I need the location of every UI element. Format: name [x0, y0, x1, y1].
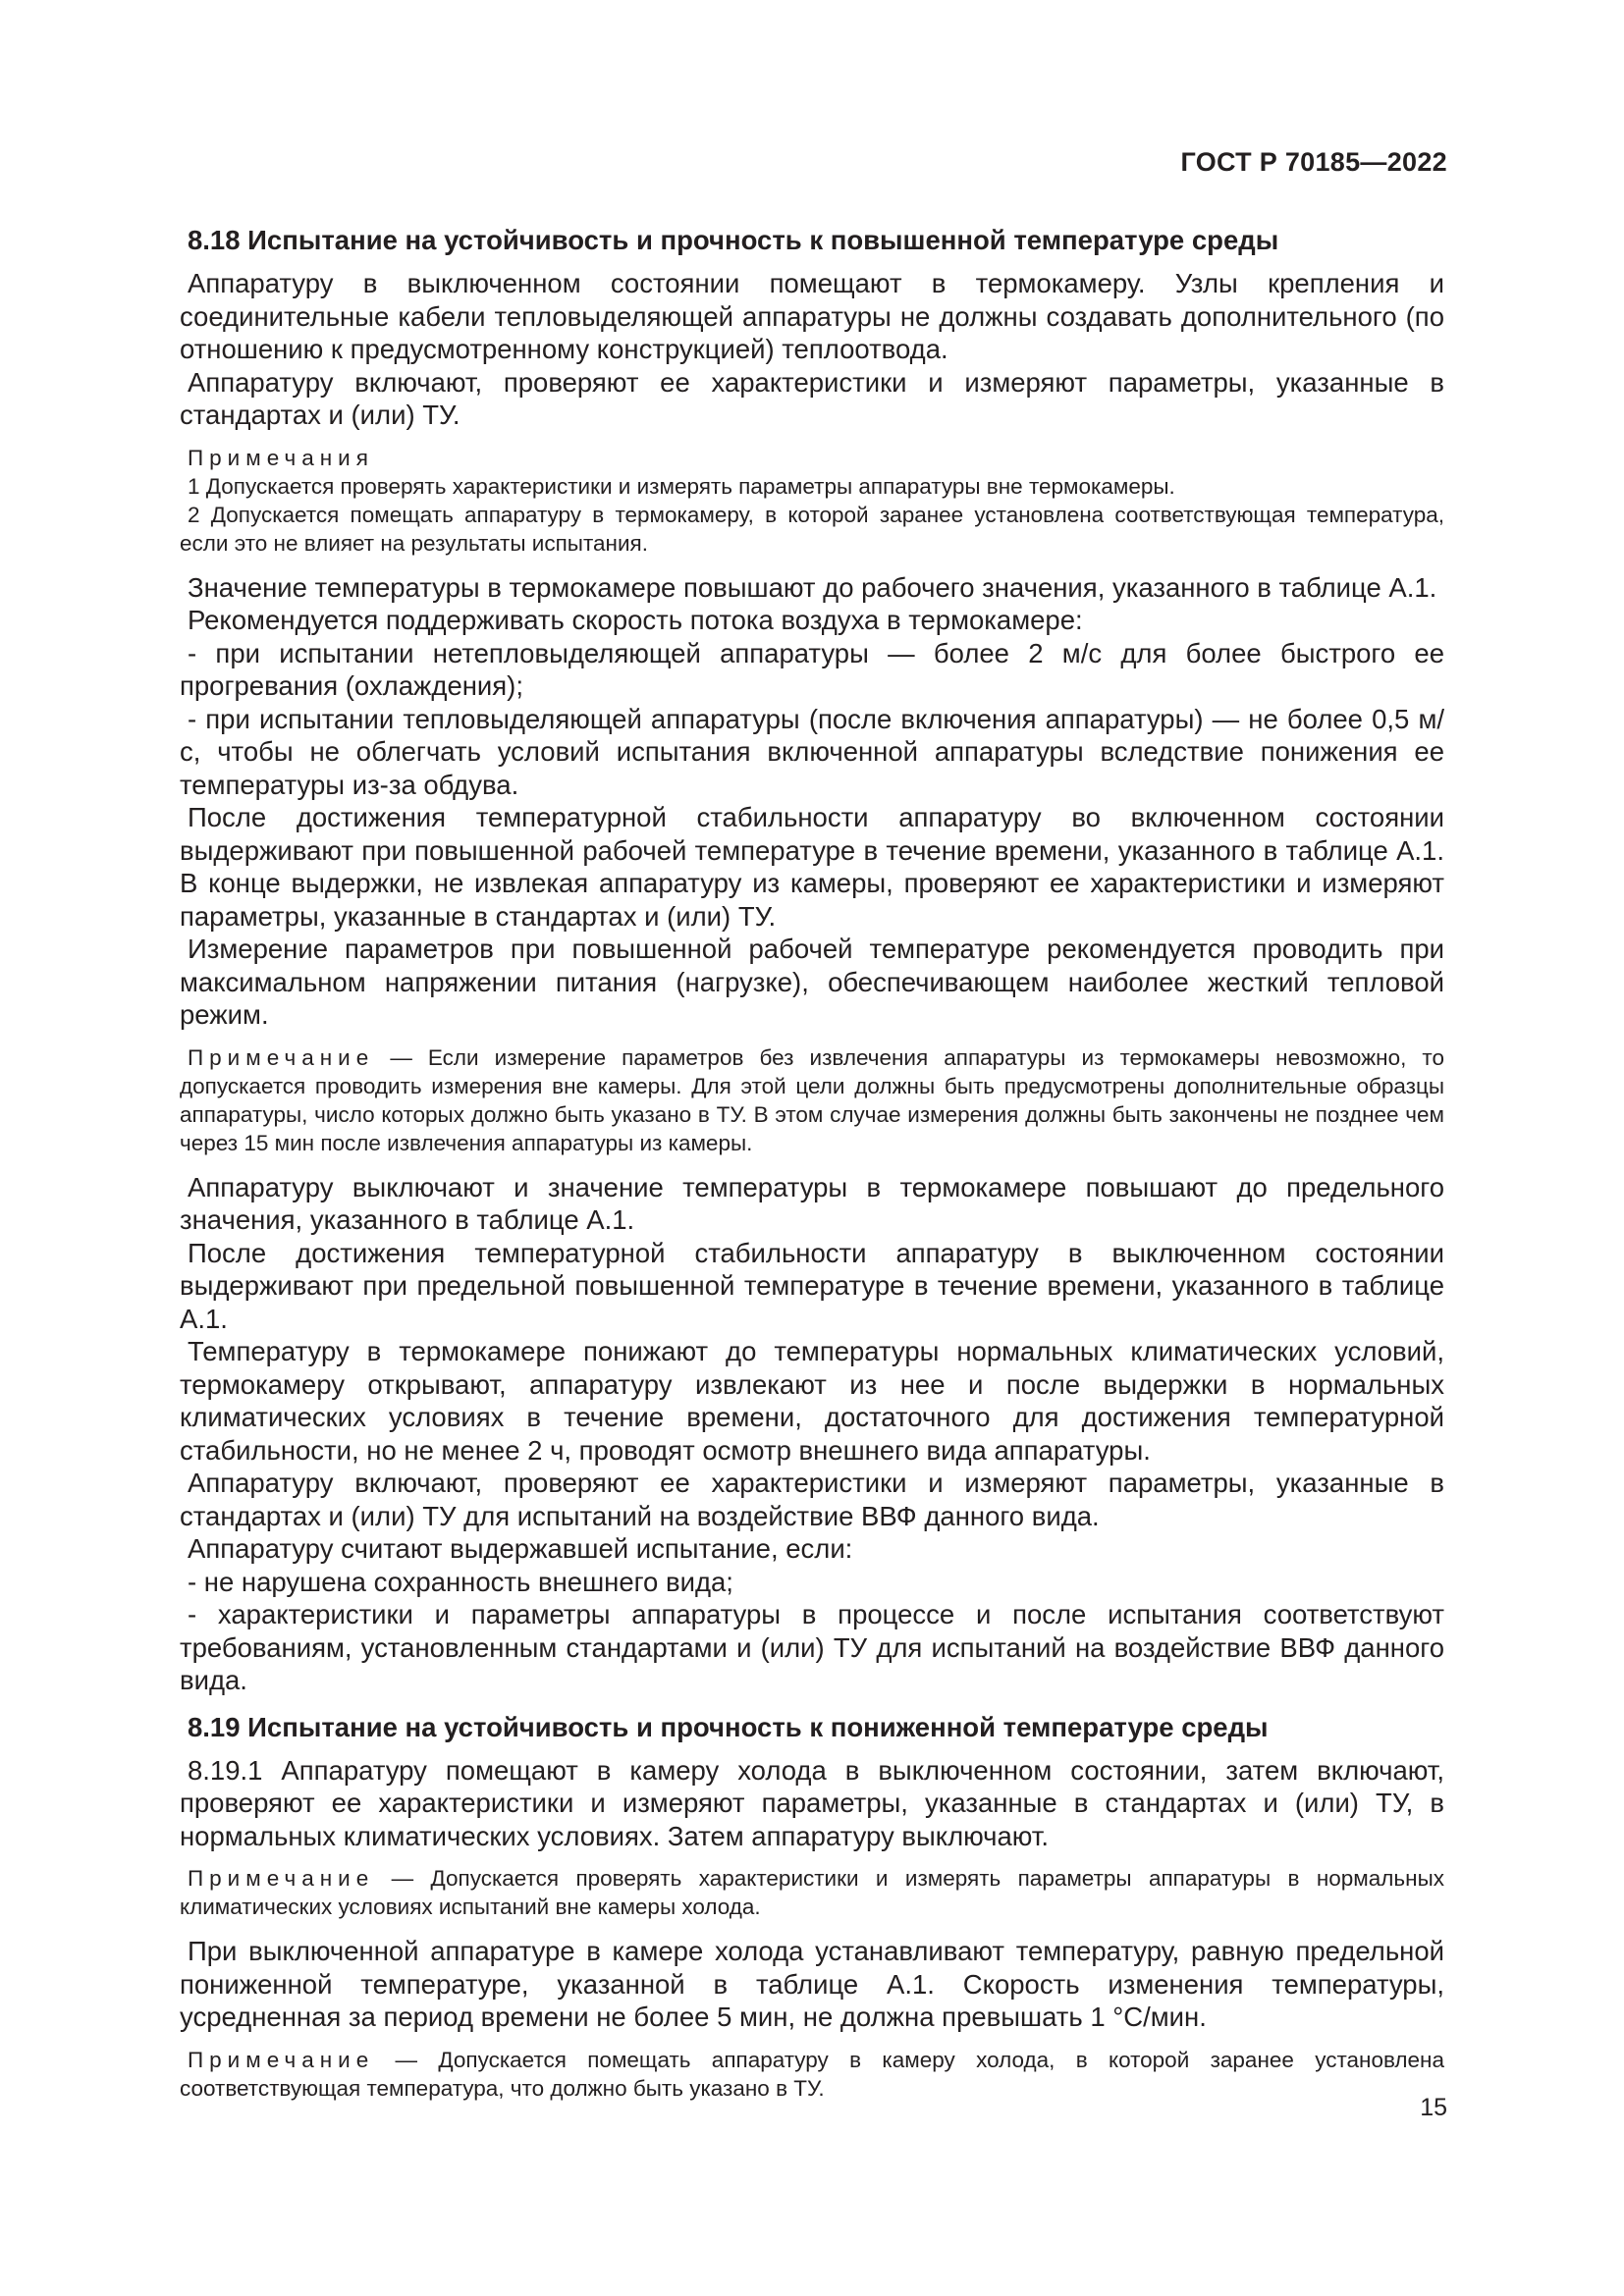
notes-heading: Примечания: [188, 445, 374, 470]
list-item: - при испытании тепловыделяющей аппаратуры (после включения аппаратуры) — не более 0,5 м/с, чтобы не облегчать условий испытания включенной аппаратуры вследствие понижения ее температуры из-за обдува.: [180, 703, 1444, 800]
page-content: [180, 224, 1444, 2116]
note-text: — Если измерение параметров без извлечения аппаратуры из термокамеры невозможно, то допускается проводить измерения вне камеры. Для этой цели должны быть предусмотрены дополнительные образцы аппаратуры, число которых должно быть указано в ТУ. В этом случае измерения должны быть закончены не позднее чем через 15 мин после извлечения аппаратуры из камеры.: [180, 1044, 1444, 1155]
paragraph: Рекомендуется поддерживать скорость потока воздуха в термокамере:: [188, 605, 1083, 635]
note-block: [180, 2046, 1444, 2103]
paragraph: Аппаратуру включают, проверяют ее характеристики и измеряют параметры, указанные в стандартах и (или) ТУ для испытаний на воздействие ВВФ данного вида.: [180, 1468, 1444, 1531]
note-block: [180, 1864, 1444, 1921]
note-block: [180, 1043, 1444, 1157]
paragraph: При выключенной аппаратуре в камере холода устанавливают температуру, равную предельной пониженной температуре, указанной в таблице А.1. Скорость изменения температуры, усредненная за период времени не более 5 мин, не должна превышать 1 °С/мин.: [180, 1936, 1444, 2032]
note-item: 2 Допускается помещать аппаратуру в термокамеру, в которой заранее установлена соответствующая температура, если это не влияет на результаты испытания.: [180, 502, 1444, 556]
notes-block: [180, 444, 1444, 558]
paragraph: 8.19.1 Аппаратуру помещают в камеру холода в выключенном состоянии, затем включают, проверяют ее характеристики и измеряют параметры, указанные в стандартах и (или) ТУ, в нормальных климатических условиях. Затем аппаратуру выключают.: [180, 1754, 1444, 1851]
note-label: Примечание: [188, 2047, 375, 2072]
list-item: - не нарушена сохранность внешнего вида;: [188, 1566, 733, 1597]
note-text: — Допускается проверять характеристики и измерять параметры аппаратуры в нормальных климатических условиях испытаний вне камеры холода.: [180, 1866, 1444, 1919]
paragraph: После достижения температурной стабильности аппаратуру во включенном состоянии выдерживают при повышенной рабочей температуре в течение времени, указанного в таблице А.1. В конце выдержки, не извлекая аппаратуру из камеры, проверяют ее характеристики и измеряют параметры, указанные в стандартах и (или) ТУ.: [180, 802, 1444, 932]
paragraph: После достижения температурной стабильности аппаратуру в выключенном состоянии выдерживают при предельной повышенной температуре в течение времени, указанного в таблице А.1.: [180, 1237, 1444, 1334]
note-label: Примечание: [188, 1044, 375, 1070]
note-label: Примечание: [188, 1866, 375, 1891]
document-code: ГОСТ Р 70185—2022: [1180, 147, 1447, 177]
paragraph: Аппаратуру выключают и значение температуры в термокамере повышают до предельного значения, указанного в таблице А.1.: [180, 1171, 1444, 1235]
paragraph: Измерение параметров при повышенной рабочей температуре рекомендуется проводить при максимальном напряжении питания (нагрузке), обеспечивающем наиболее жесткий тепловой режим.: [180, 934, 1444, 1030]
list-item: - характеристики и параметры аппаратуры в процессе и после испытания соответствуют требованиям, установленным стандартами и (или) ТУ для испытаний на воздействие ВВФ данного вида.: [180, 1599, 1444, 1695]
note-text: — Допускается помещать аппаратуру в камеру холода, в которой заранее установлена соответствующая температура, что должно быть указано в ТУ.: [180, 2047, 1444, 2101]
paragraph: Аппаратуру в выключенном состоянии помещают в термокамеру. Узлы крепления и соединительные кабели тепловыделяющей аппаратуры не должны создавать дополнительного (по отношению к предусмотренному конструкцией) теплоотвода.: [180, 268, 1444, 364]
paragraph: Температуру в термокамере понижают до температуры нормальных климатических условий, термокамеру открывают, аппаратуру извлекают из нее и после выдержки в нормальных климатических условиях в течение времени, достаточного для достижения температурной стабильности, но не менее 2 ч, проводят осмотр внешнего вида аппаратуры.: [180, 1336, 1444, 1466]
note-item: 1 Допускается проверять характеристики и измерять параметры аппаратуры вне термокамеры.: [188, 473, 1175, 499]
paragraph: Аппаратуру считают выдержавшей испытание, если:: [188, 1533, 853, 1564]
page-number: 15: [1420, 2094, 1447, 2121]
paragraph: Аппаратуру включают, проверяют ее характеристики и измеряют параметры, указанные в стандартах и (или) ТУ.: [180, 366, 1444, 430]
paragraph: Значение температуры в термокамере повышают до рабочего значения, указанного в таблице А.1.: [188, 571, 1437, 603]
section-title-8-18: 8.18 Испытание на устойчивость и прочность к повышенной температуре среды: [188, 225, 1279, 255]
section-title-8-19: 8.19 Испытание на устойчивость и прочность к пониженной температуре среды: [188, 1711, 1269, 1742]
list-item: - при испытании нетепловыделяющей аппаратуры — более 2 м/с для более быстрого ее прогревания (охлаждения);: [180, 637, 1444, 701]
